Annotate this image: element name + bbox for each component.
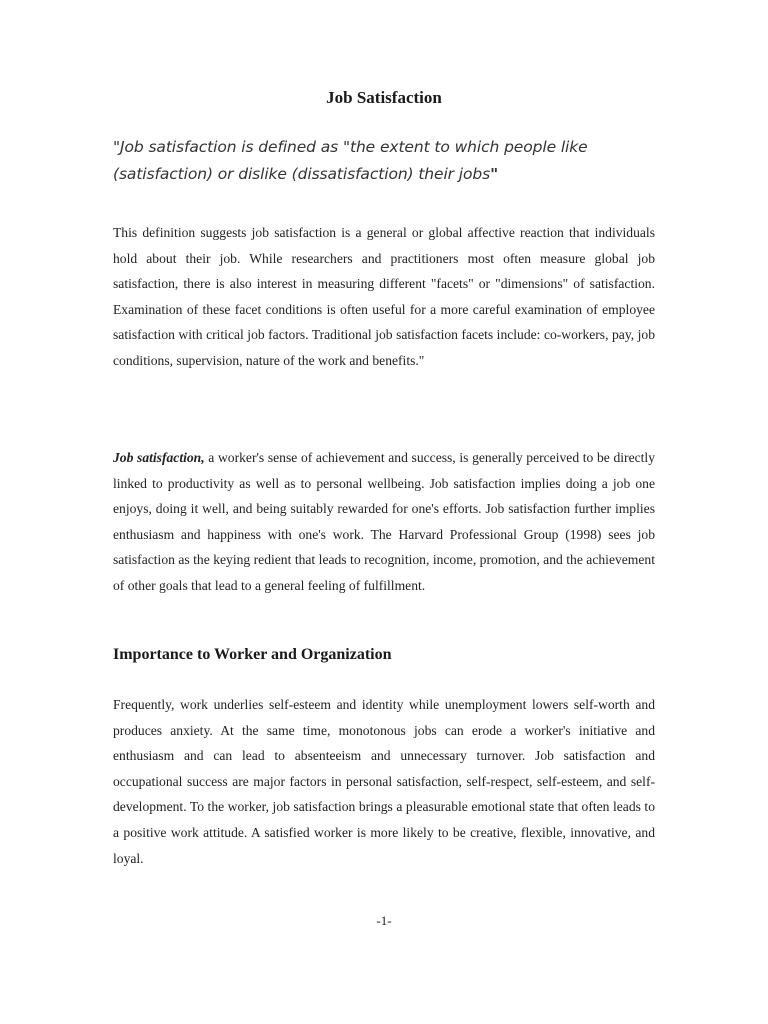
page-number: -1- — [376, 913, 392, 928]
quote-text: "Job satisfaction is defined as "the extent to which people like (satisfaction) or dislike (dissatisfaction) their jobs — [113, 138, 588, 183]
section-heading: Importance to Worker and Organization — [113, 646, 392, 663]
paragraph-importance: Frequently, work underlies self-esteem and identity while unemployment lowers self-worth and produces anxiety. At the same time, monotonous jobs can erode a worker's initiative and enthusiasm and can lead to absenteeism and unnecessary turnover. Job satisfaction and occupational success are major factors in personal satisfaction, self-respect, self-esteem, and self-development. To the worker, job satisfaction brings a pleasurable emotional state that often leads to a positive work attitude. A satisfied worker is more likely to be creative, flexible, innovative, and loyal. — [113, 697, 655, 866]
paragraph-job-satisfaction — [113, 445, 655, 599]
paragraph-definition: This definition suggests job satisfaction is a general or global affective reaction that individuals hold about their job. While researchers and practitioners most often measure global job satisfaction, there is also interest in measuring different "facets" or "dimensions" of satisfaction. Examination of these facet conditions is often useful for a more careful examination of employee satisfaction with critical job factors. Traditional job satisfaction facets include: co-workers, pay, job conditions, supervision, nature of the work and benefits." — [113, 225, 655, 368]
paragraph-body: a worker's sense of achievement and success, is generally perceived to be directly linked to productivity as well as to personal wellbeing. Job satisfaction implies doing a job one enjoys, doing it well, and being suitably rewarded for one's efforts. Job satisfaction further implies enthusiasm and happiness with one's work. The Harvard Professional Group (1998) sees job satisfaction as the keying redient that leads to recognition, income, promotion, and the achievement of other goals that lead to a general feeling of fulfillment. — [113, 450, 655, 593]
definition-quote — [113, 134, 658, 188]
page-title: Job Satisfaction — [326, 88, 442, 107]
quote-closing-mark: " — [490, 165, 499, 183]
paragraph-lead-term: Job satisfaction, — [113, 450, 205, 465]
